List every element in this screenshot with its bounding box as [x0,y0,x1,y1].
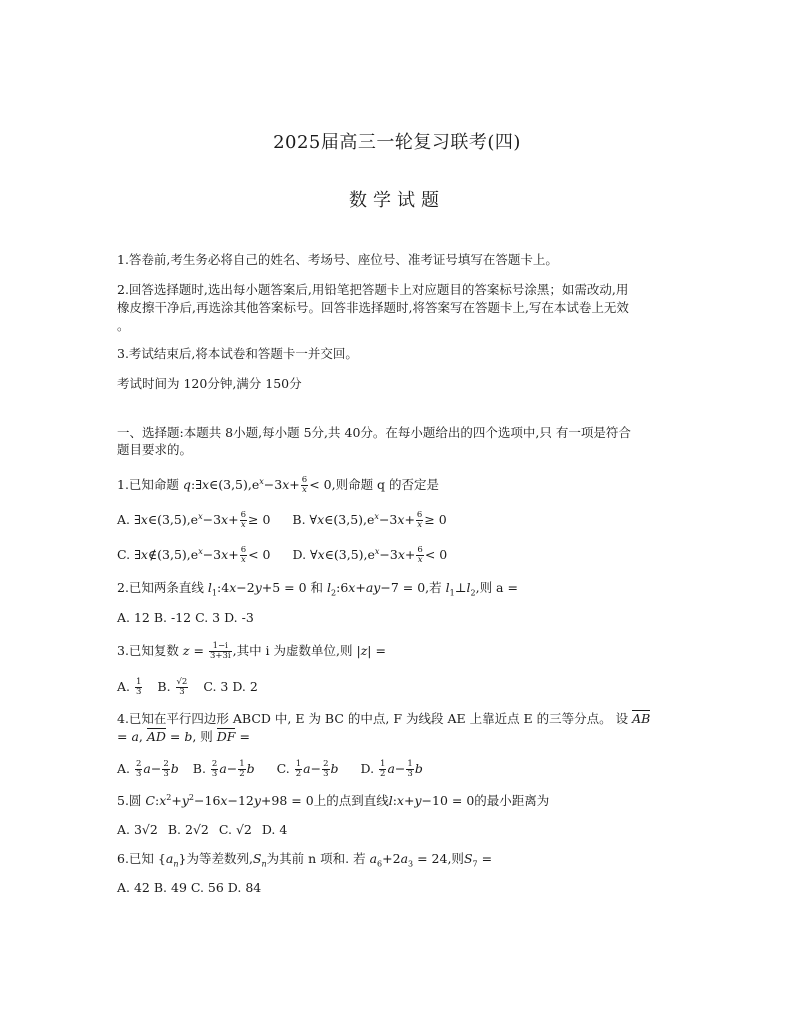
instruction-1: 1.答卷前,考生务必将自己的姓名、考场号、座位号、准考证号填写在答题卡上。 [117,252,558,267]
q5-prefix: 5.圆 [117,793,142,808]
instruction-2-line2: 橡皮擦干净后,再选涂其他答案标号。回答非选择题时,将答案写在答题卡上,写在本试卷上无效 [117,300,629,315]
q1-prefix: 1.已知命题 [117,477,179,492]
q5-suffix: 的最小距离为 [474,793,550,808]
q3-options: A. $\frac{1}{3}$ B. $\frac{√2}{3}$ C. 3 D. 2 [117,677,258,697]
q1-options-row2: C. $\exists x\notin(3,5),e^x-3x+$ $\frac{6}{x}$ < 0 D. $\forall x\in(3,5),e^x-3x+$ $\frac{6}{x}$ < 0 [117,545,448,565]
q3-prefix: 3.已知复数 [117,643,179,658]
question-4-line2: = a, AD = b, 则 DF = [117,729,250,744]
exam-time: 考试时间为 120分钟,满分 150分 [117,376,302,391]
q2-ask: ,则 a = [475,580,518,595]
q6-options: A. 42 B. 49 C. 56 D. 84 [117,880,262,895]
q4-options: A. $\frac{2}{3}$ a− $\frac{2}{3}$ b B. $\frac{2}{3}$ a− $\frac{1}{2}$ b C. $\frac{1}{2}$ a− $\frac{2}{3}$ b D. $\frac{1}{2}$ a− $\frac{1}{3}$ b [117,759,423,779]
section-heading-line1: 一、选择题:本题共 8小题,每小题 5分,共 40分。在每小题给出的四个选项中,只 有一项是符合 [117,425,631,440]
q1-suffix: ,则命题 q 的否定是 [331,477,440,492]
q5-options-tail: D. 4 [261,822,288,837]
q5-options: A. 3√2 B. 2√2 C. √2 D. 4 [117,822,288,837]
instruction-3: 3.考试结束后,将本试卷和答题卡一并交回。 [117,346,358,361]
question-3: 3.已知复数 z = $\frac{1-i}{3+3i}$ ,其中 i 为虚数单位,则 |z| = [117,641,386,661]
q2-mid: 和 [310,580,324,595]
q2-suffix: ,若 [425,580,442,595]
q1-options-row1: A. $\exists x\in(3,5),e^x-3x+$ $\frac{6}{x}$ ≥ 0 B. $\forall x\in(3,5),e^x-3x+$ $\frac{6}{x}$ ≥ 0 [117,510,447,530]
page-title: 2025届高三一轮复习联考(四) [273,132,521,153]
page-subtitle: 数学试题 [349,190,445,211]
q6-mid: 为等差数列, [186,851,253,866]
q6-mid2: 为其前 n 项和. 若 [266,851,366,866]
section-heading-line2: 题目要求的。 [117,442,193,457]
q3-suffix: ,其中 i 为虚数单位,则 [232,643,353,658]
question-2: 2.已知两条直线 $l_1:4x-2y+5 = 0$ 和 $l_2:6x+ay-7 = 0$,若 $l_1\perp l_2$,则 a = [117,580,518,598]
question-5: 5.圆 $C:x^2+y^2-16x-12y+98 = 0$上的点到直线l:x+y−10 = 0的最小距离为 [117,792,550,808]
question-6: 6.已知 $\{a_n\}$为等差数列$,S_n$为其前 n 项和. 若 $a_6+2a_3 = 24$,则$S_7$ = [117,851,493,869]
q3-options-tail: C. 3 D. 2 [203,679,258,694]
q2-options: A. 12 B. -12 C. 3 D. -3 [117,610,254,625]
q6-suffix: ,则 [447,851,464,866]
q4-line1: 4.已知在平行四边形 ABCD 中, E 为 BC 的中点, F 为线段 AE 上靠近点 E 的三等分点。 设 [117,711,629,726]
question-4-line1: 4.已知在平行四边形 ABCD 中, E 为 BC 的中点, F 为线段 AE 上靠近点 E 的三等分点。 设 AB [117,711,651,726]
question-1 [117,476,439,495]
q5-mid: 上的点到直线 [313,793,389,808]
instruction-2-line1: 2.回答选择题时,选出每小题答案后,用铅笔把答题卡上对应题目的答案标号涂黑；如需改动,用 [117,282,629,297]
q6-prefix: 6.已知 [117,851,154,866]
instruction-2-line3: 。 [117,318,130,333]
q2-prefix: 2.已知两条直线 [117,580,204,595]
q1-formula: $q:\exists x\in(3,5),e^x-3x+$ $\frac{6}{x}$ < 0 [182,475,332,495]
